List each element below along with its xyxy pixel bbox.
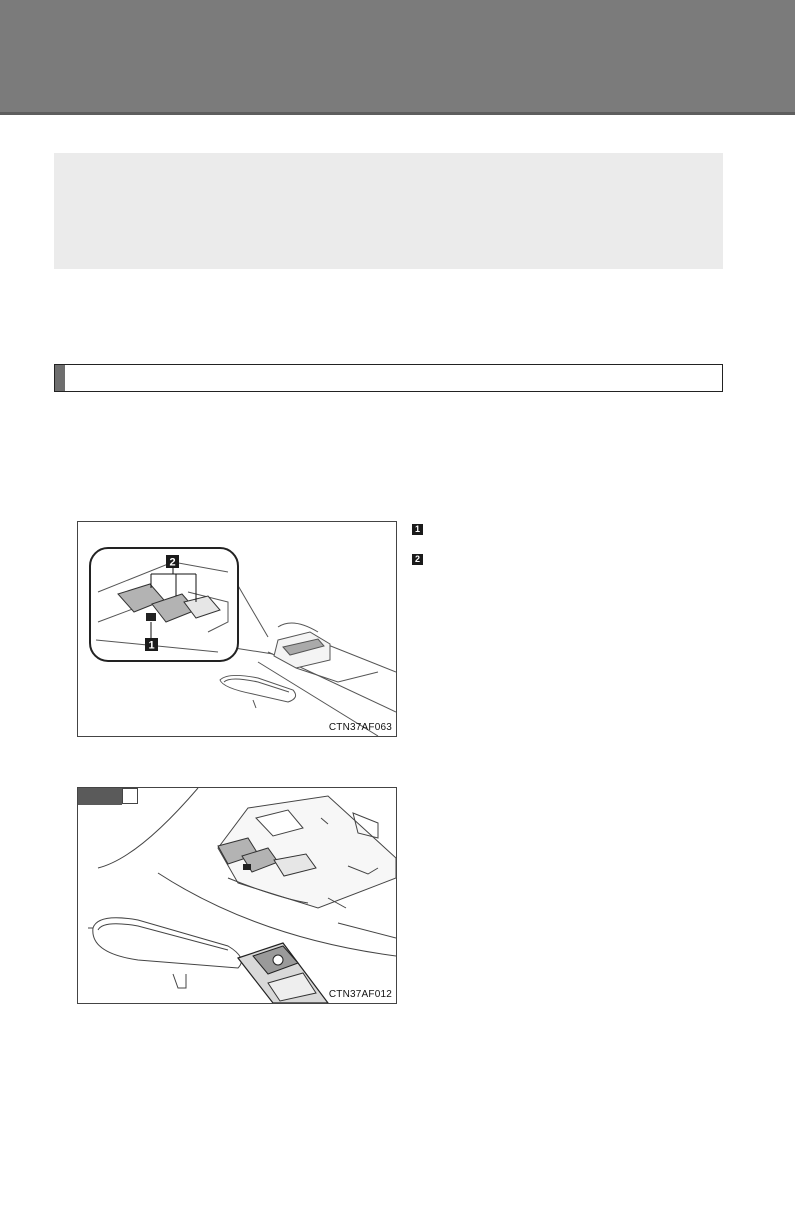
overhead-console-illustration <box>78 522 396 736</box>
header-rule <box>0 112 795 115</box>
legend-item-1 <box>412 524 423 535</box>
console-and-remote-illustration <box>78 788 396 1003</box>
intro-box <box>54 153 723 269</box>
legend-number-1: 1 <box>412 524 423 535</box>
figure-code: CTN37AF063 <box>328 722 392 733</box>
header-band <box>0 0 795 115</box>
callout-label-2: 2 <box>169 556 176 569</box>
section-bar-tab <box>55 365 65 391</box>
legend-number-2: 2 <box>412 554 423 565</box>
figure-overhead-console-remote <box>77 787 397 1004</box>
figure-code: CTN37AF012 <box>328 989 392 1000</box>
callout-label-1: 1 <box>148 639 155 652</box>
legend-item-2 <box>412 554 423 565</box>
figure-overhead-console-detail <box>77 521 397 737</box>
section-bar <box>54 364 723 392</box>
figure-tag <box>78 788 138 805</box>
